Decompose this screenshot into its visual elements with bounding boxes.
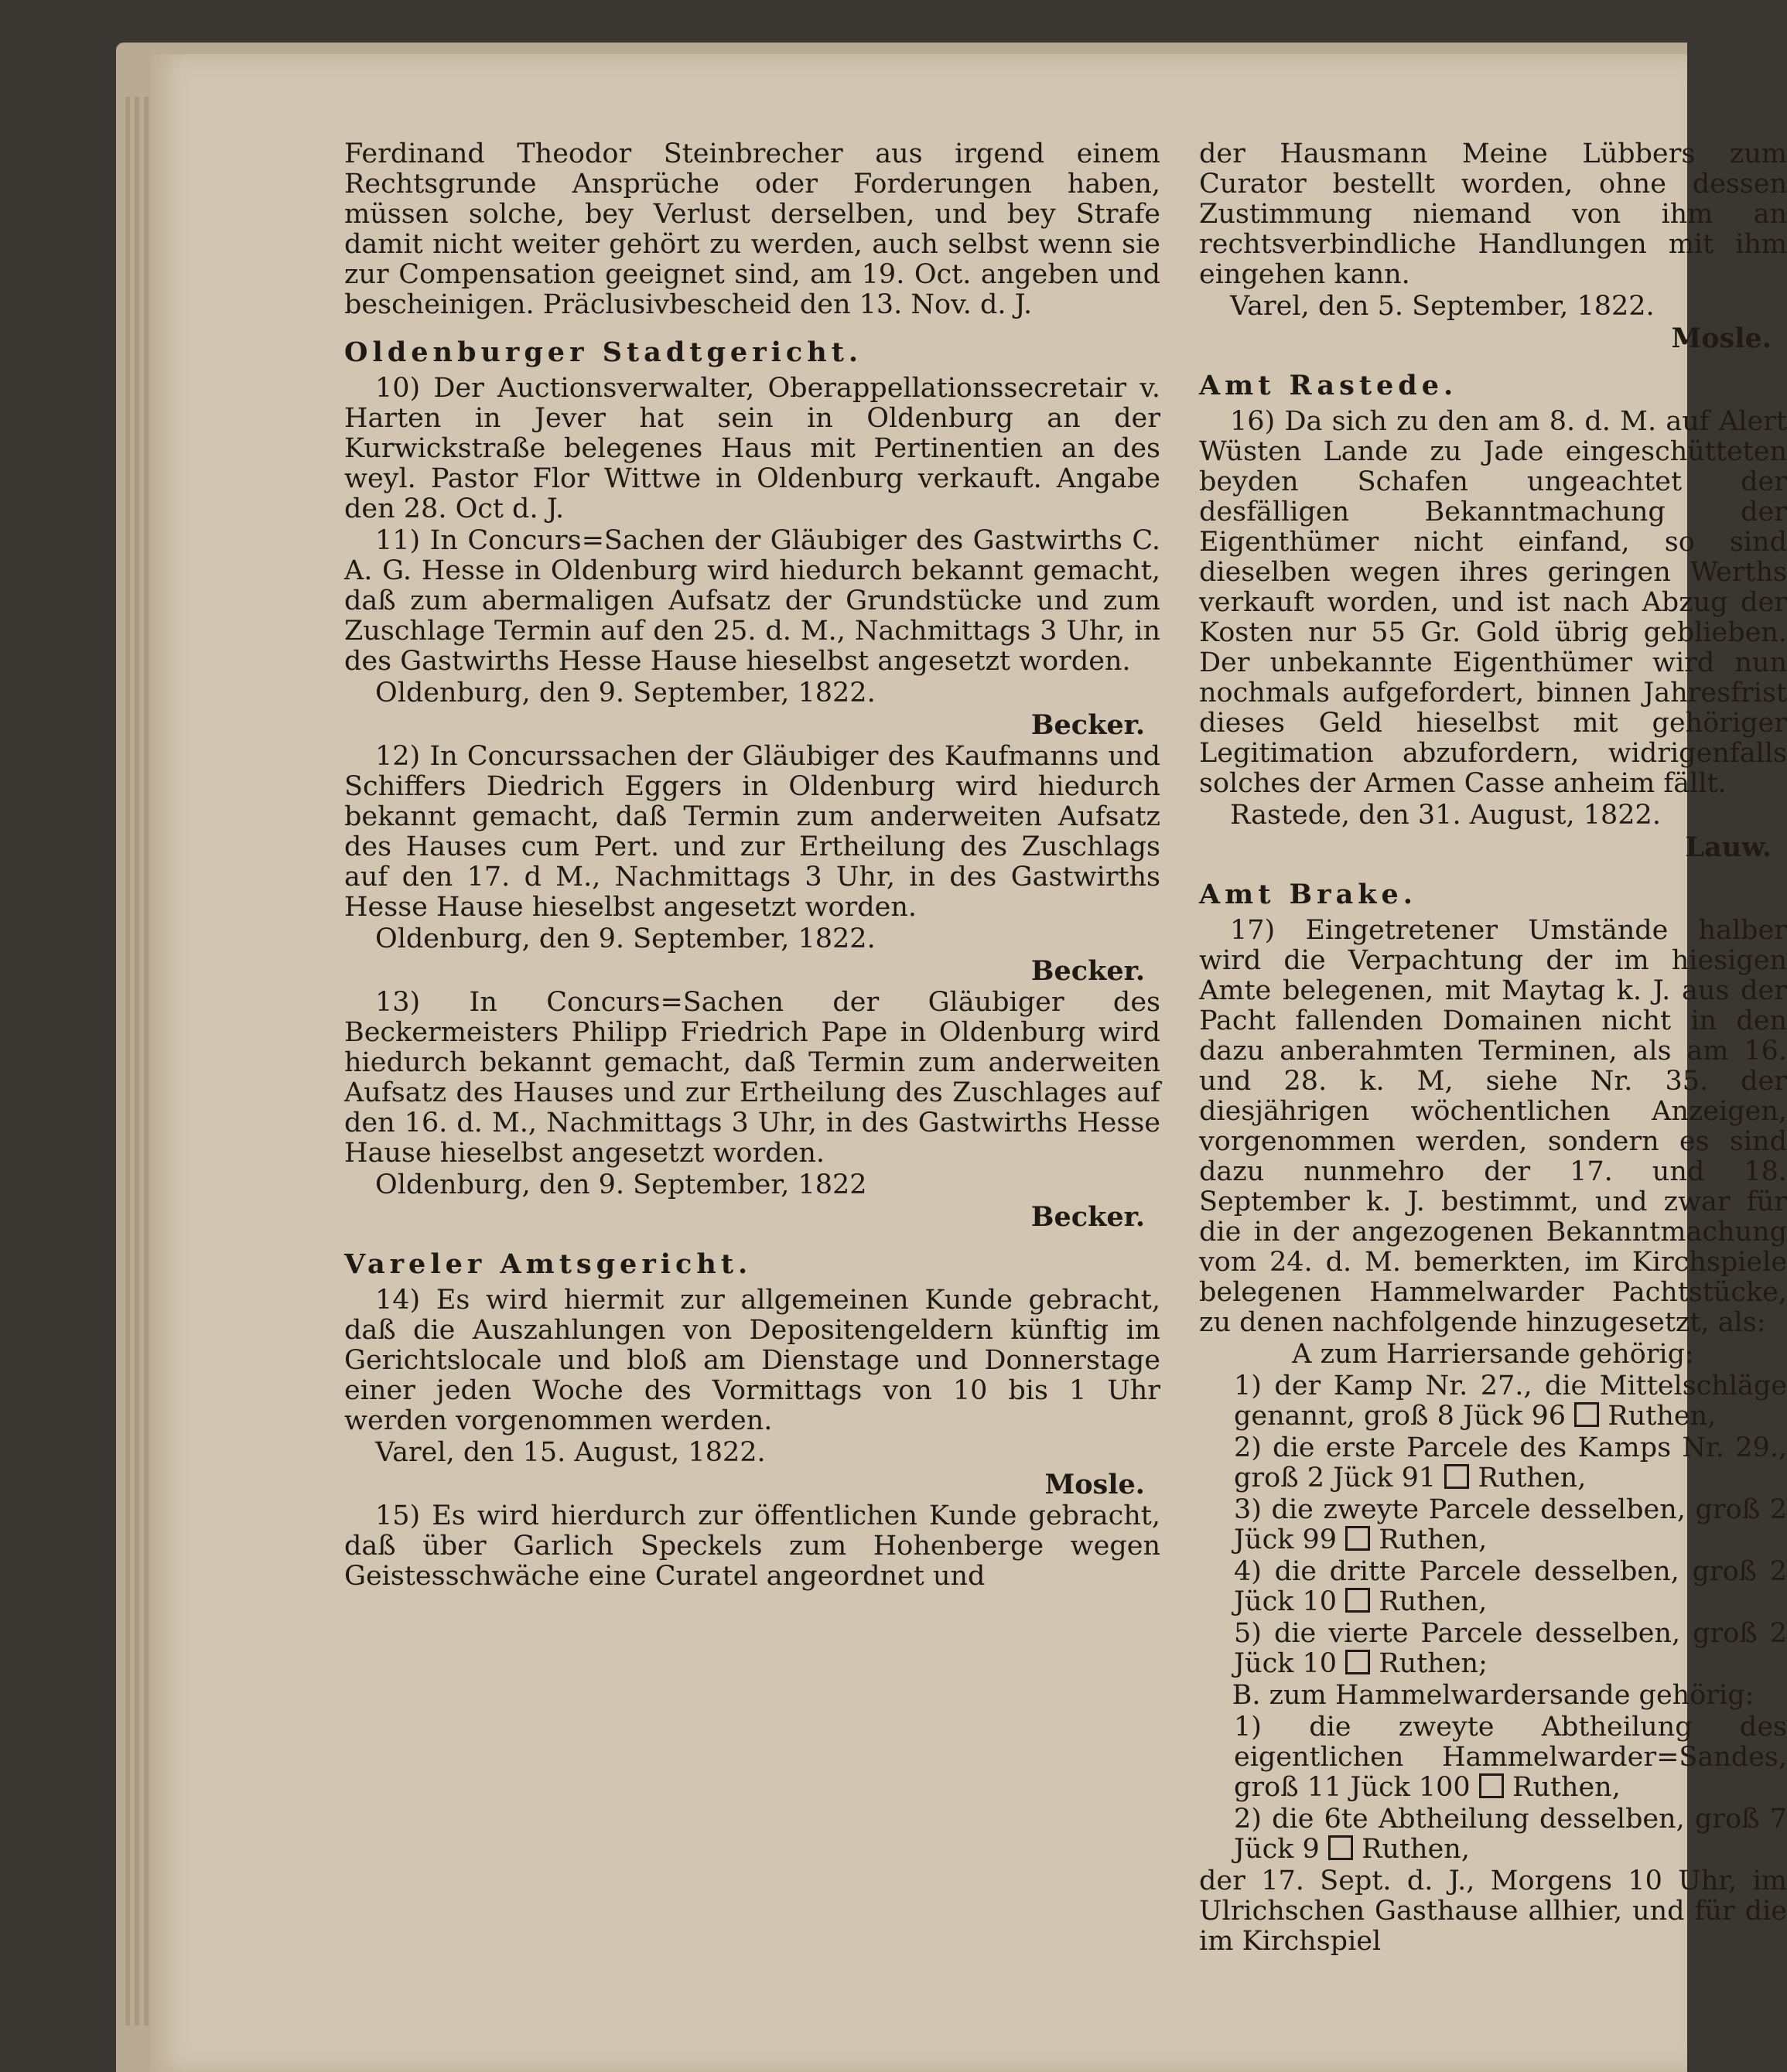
list-text: Ruthen,	[1478, 1463, 1587, 1493]
square-rod-symbol	[1574, 1402, 1599, 1427]
list-text: 5) die vierte Parcele desselben, groß 2 Jück 10	[1234, 1618, 1787, 1679]
square-rod-symbol	[1444, 1464, 1469, 1489]
list-text: 1) die zweyte Abtheilung des eigentlichen Hammelwarder=Sandes, groß 11 Jück 100	[1234, 1712, 1787, 1803]
notice-15: 15) Es wird hierdurch zur öffentlichen Kunde gebracht, daß über Garlich Speckels zum Hohenberge wegen Geistesschwäche eine Curatel angeordnet und	[344, 1500, 1160, 1592]
square-rod-symbol	[1345, 1588, 1370, 1613]
list-text: 4) die dritte Parcele desselben, groß 2 Jück 10	[1234, 1556, 1787, 1617]
notice-12: 12) In Concurssachen der Gläubiger des Kaufmanns und Schiffers Diedrich Eggers in Oldenburg wird hiedurch bekannt gemacht, daß Termin zum anderweiten Aufsatz des Hauses cum Pert. und zur Ertheilung des Zuschlags auf den 17. d M., Nachmittags 3 Uhr, in des Gastwirths Hesse Hause hieselbst angesetzt worden.	[344, 741, 1160, 923]
notice-17: 17) Eingetretener Umstände halber wird die Verpachtung der im hiesigen Amte belegenen, mit Maytag k. J. aus der Pacht fallenden Domainen nicht in den dazu anberahmten Terminen, als am 16. und 28. k. M, siehe Nr. 35. der diesjährigen wöchentlichen Anzeigen, vorgenommen werden, sondern es sind dazu nunmehro der 17. und 18. September k. J. bestimmt, und zwar für die in der angezogenen Bekanntmachung vom 24. d. M. bemerkten, im Kirchspiele belegenen Hammelwarder Pachtstücke, zu denen nachfolgende hinzugesetzt, als:	[1199, 915, 1787, 1338]
notice-signature: Mosle.	[1671, 323, 1772, 354]
notice-14: 14) Es wird hiermit zur allgemeinen Kunde gebracht, daß die Auszahlungen von Depositengeldern künftig im Gerichtslocale und bloß am Dienstage und Donnerstage einer jeden Woche des Vormittags von 10 bis 1 Uhr werden vorgenommen werden.	[344, 1285, 1160, 1436]
notice-date: Oldenburg, den 9. September, 1822	[375, 1169, 867, 1200]
page-edge	[135, 97, 139, 2026]
list-item	[1199, 1495, 1787, 1555]
list-item	[1199, 1712, 1787, 1803]
notice-10: 10) Der Auctionsverwalter, Oberappellationssecretair v. Harten in Jever hat sein in Oldenburg an der Kurwickstraße belegenes Haus mit Pertinentien an des weyl. Pastor Flor Wittwe in Oldenburg verkauft. Angabe den 28. Oct d. J.	[344, 373, 1160, 524]
list-text: Ruthen,	[1379, 1524, 1488, 1555]
square-rod-symbol	[1328, 1835, 1353, 1860]
list-item	[1199, 1371, 1787, 1432]
left-column	[344, 139, 1160, 1593]
section-heading: Oldenburger Stadtgericht.	[344, 336, 863, 368]
list-text: 1) der Kamp Nr. 27., die Mittelschläge genannt, groß 8 Jück 96	[1234, 1371, 1787, 1432]
list-text: Ruthen,	[1362, 1834, 1470, 1865]
notice-closing: der 17. Sept. d. J., Morgens 10 Uhr, im Ulrichschen Gasthause allhier, und für die im Kirchspiel	[1199, 1865, 1787, 1957]
list-subheading: A zum Harriersande gehörig:	[1292, 1339, 1694, 1370]
notice-signature: Becker.	[1030, 1201, 1145, 1233]
list-text: Ruthen,	[1608, 1401, 1717, 1432]
square-rod-symbol	[1345, 1526, 1370, 1551]
section-heading: Amt Rastede.	[1199, 370, 1458, 401]
notice-16: 16) Da sich zu den am 8. d. M. auf Alert Wüsten Lande zu Jade eingeschütteten beyden Schafen ungeachtet der desfälligen Bekanntmachung der Eigenthümer nicht einfand, so sind dieselben wegen ihres geringen Werths verkauft worden, und ist nach Abzug der Kosten nur 55 Gr. Gold übrig geblieben. Der unbekannte Eigenthümer wird nun nochmals aufgefordert, binnen Jahresfrist dieses Geld hieselbst mit gehöriger Legitimation abzufordern, widrigenfalls solches der Armen Casse anheim fällt.	[1199, 406, 1787, 799]
notice-signature: Becker.	[1030, 955, 1145, 987]
right-column	[1199, 139, 1787, 1958]
list-text: Ruthen,	[1379, 1586, 1488, 1617]
book-page	[151, 54, 1787, 2072]
notice-signature: Lauw.	[1685, 831, 1772, 863]
list-text: 3) die zweyte Parcele desselben, groß 2 Jück 99	[1234, 1494, 1787, 1555]
list-item	[1199, 1619, 1787, 1679]
list-text: Ruthen;	[1379, 1648, 1488, 1679]
list-item	[1199, 1804, 1787, 1865]
notice-date: Rastede, den 31. August, 1822.	[1230, 800, 1661, 831]
notice-11: 11) In Concurs=Sachen der Gläubiger des Gastwirths C. A. G. Hesse in Oldenburg wird hiedurch bekannt gemacht, daß zum abermaligen Aufsatz der Grundstücke und zum Zuschlage Termin auf den 25. d. M., Nachmittags 3 Uhr, in des Gastwirths Hesse Hause hieselbst angesetzt worden.	[344, 525, 1160, 677]
notice-signature: Mosle.	[1044, 1469, 1145, 1500]
notice-date: Oldenburg, den 9. September, 1822.	[375, 678, 876, 708]
square-rod-symbol	[1479, 1773, 1504, 1798]
list-text: 2) die erste Parcele des Kamps Nr. 29., groß 2 Jück 91	[1234, 1432, 1787, 1493]
continued-notice: Ferdinand Theodor Steinbrecher aus irgend einem Rechtsgrunde Ansprüche oder Forderungen haben, müssen solche, bey Verlust derselben, und bey Strafe damit nicht weiter gehört zu werden, auch selbst wenn sie zur Compensation geeignet sind, am 19. Oct. angeben und bescheinigen. Präclusivbescheid den 13. Nov. d. J.	[344, 138, 1160, 320]
notice-date: Varel, den 5. September, 1822.	[1230, 291, 1655, 322]
continued-notice: der Hausmann Meine Lübbers zum Curator bestellt worden, ohne dessen Zustimmung niemand von ihm an rechtsverbindliche Handlungen mit ihm eingehen kann.	[1199, 138, 1787, 290]
section-heading: Vareler Amtsgericht.	[344, 1248, 753, 1280]
notice-13: 13) In Concurs=Sachen der Gläubiger des Beckermeisters Philipp Friedrich Pape in Oldenburg wird hiedurch bekannt gemacht, daß Termin zum anderweiten Aufsatz des Hauses und zur Ertheilung des Zuschlages auf den 16. d. M., Nachmittags 3 Uhr, in des Gastwirths Hesse Hause hieselbst angesetzt worden.	[344, 987, 1160, 1169]
page-edge	[144, 97, 149, 2026]
list-text: 2) die 6te Abtheilung desselben, groß 7 Jück 9	[1234, 1804, 1787, 1865]
notice-date: Oldenburg, den 9. September, 1822.	[375, 923, 876, 954]
page-edge	[125, 97, 130, 2026]
notice-date: Varel, den 15. August, 1822.	[375, 1437, 766, 1468]
list-item	[1199, 1433, 1787, 1493]
section-heading: Amt Brake.	[1199, 879, 1417, 910]
notice-signature: Becker.	[1030, 709, 1145, 741]
list-text: Ruthen,	[1512, 1772, 1621, 1803]
list-item	[1199, 1557, 1787, 1617]
square-rod-symbol	[1345, 1650, 1370, 1674]
list-subheading: B. zum Hammelwardersande gehörig:	[1232, 1680, 1755, 1711]
